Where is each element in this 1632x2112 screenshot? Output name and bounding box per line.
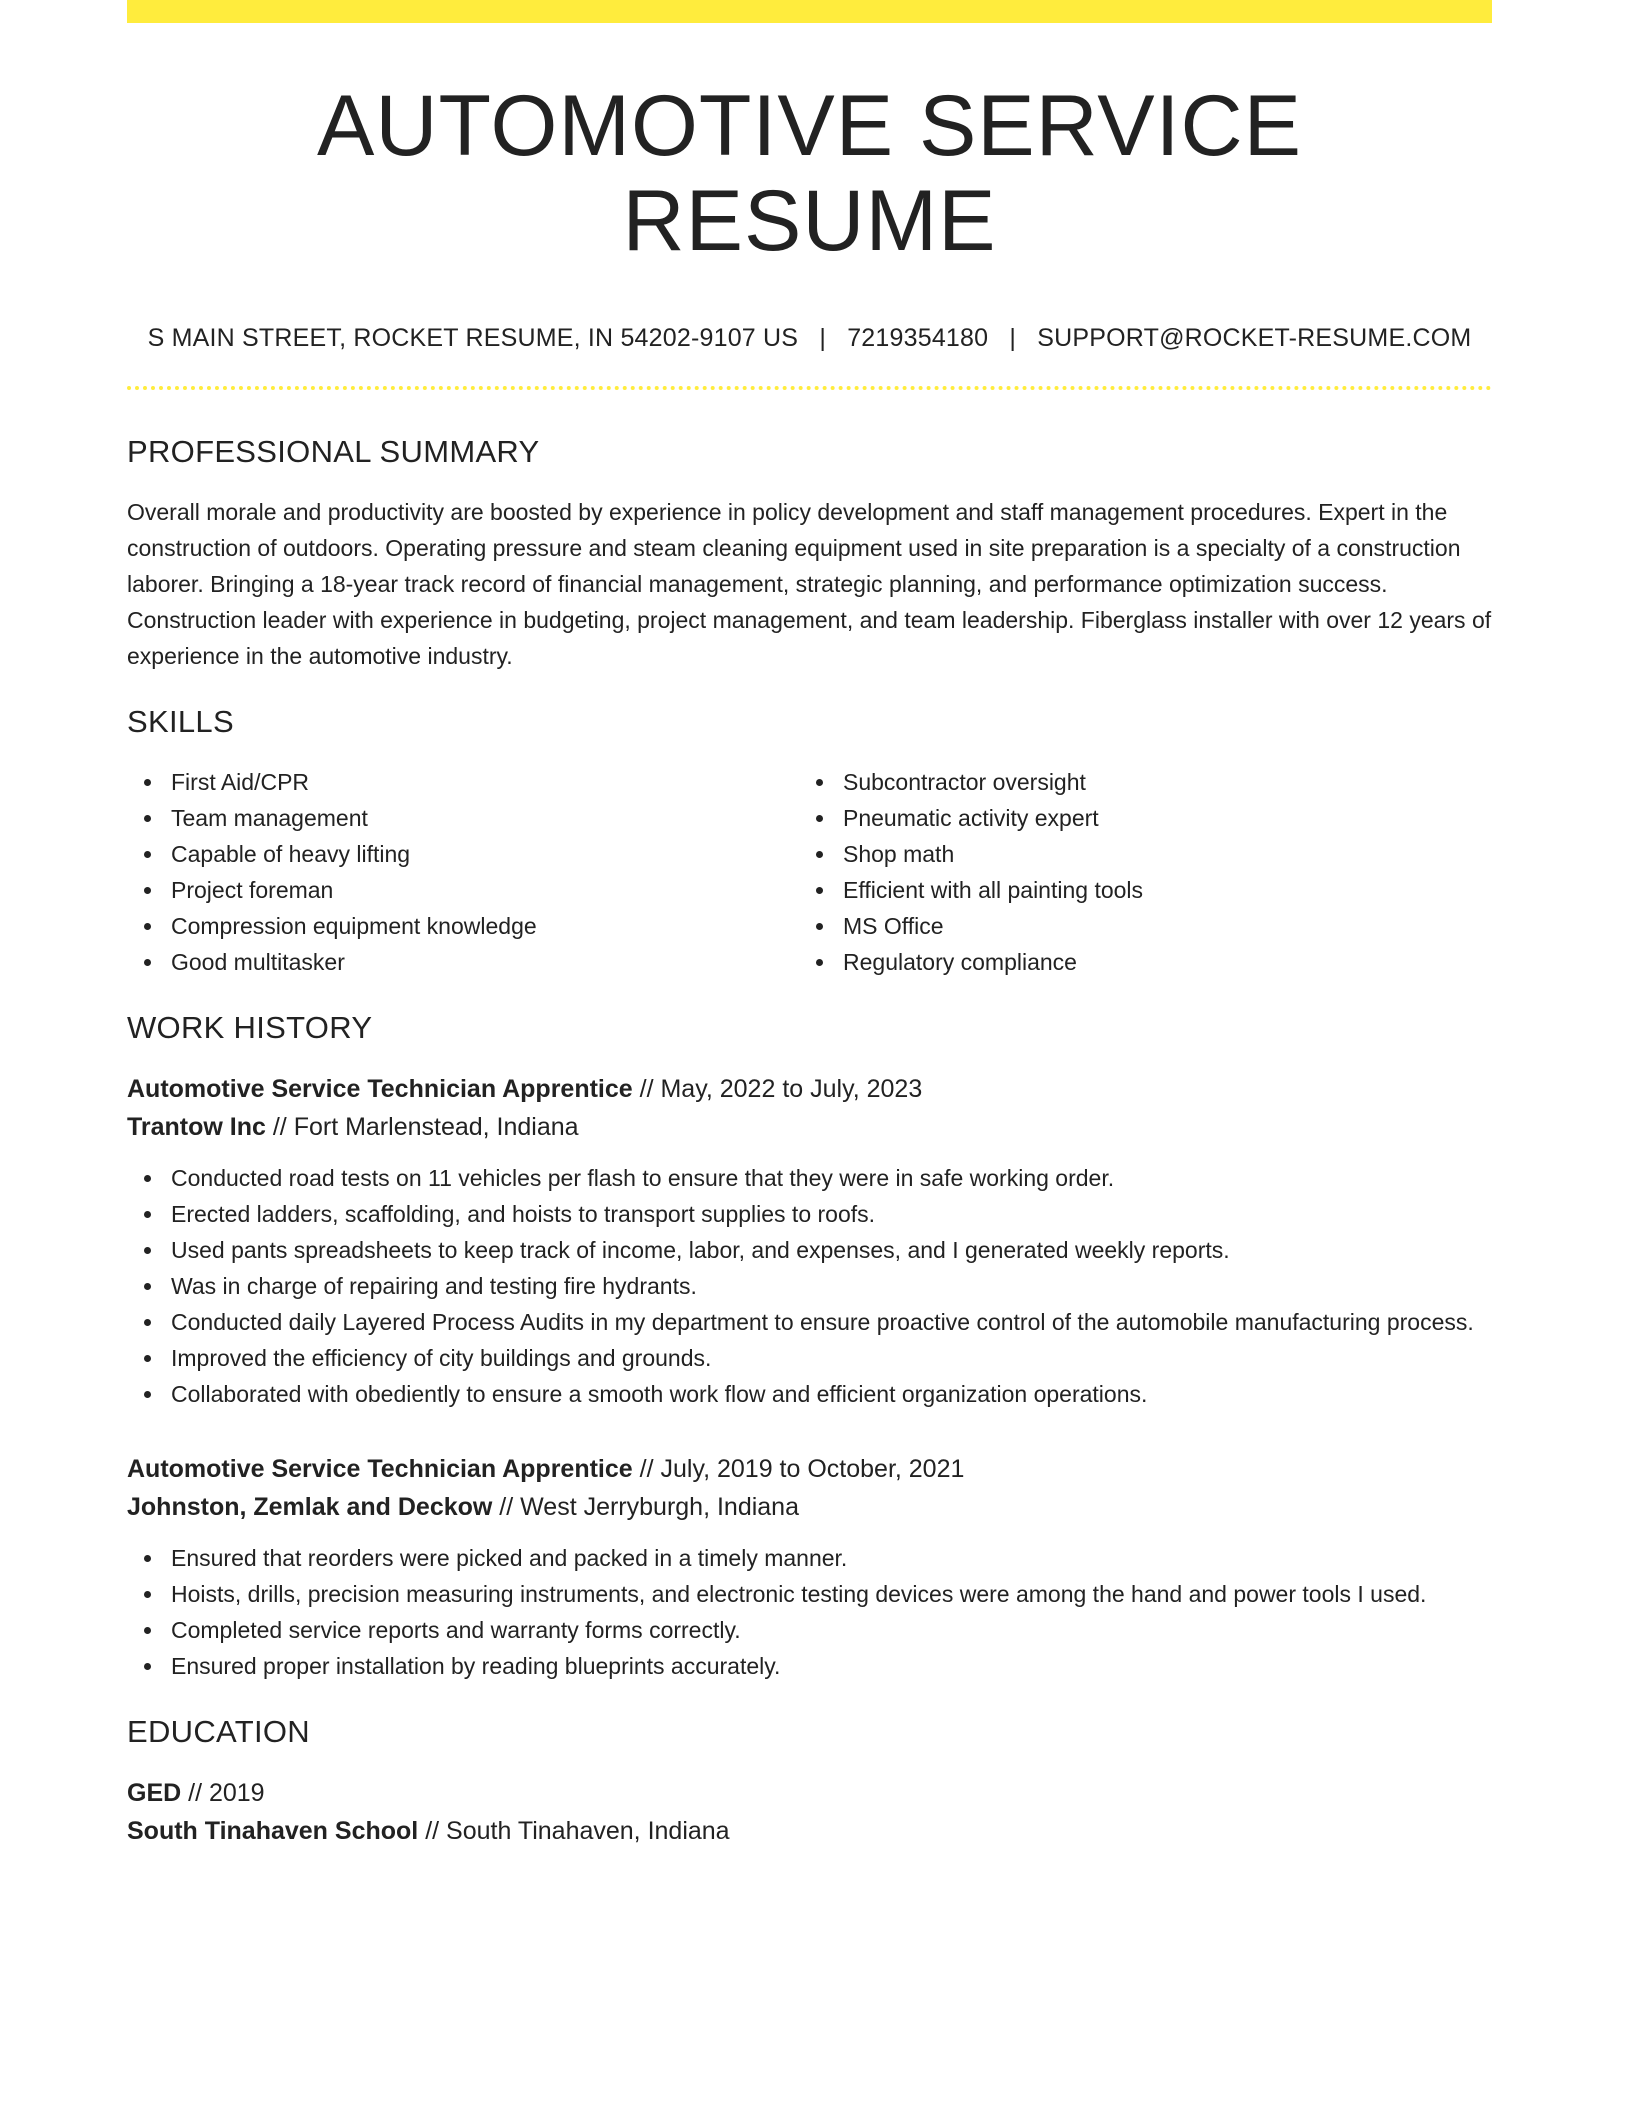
job-location: // Fort Marlenstead, Indiana <box>265 1113 579 1142</box>
education-entry <box>127 1774 1492 1850</box>
skill-item-text: Project foreman <box>171 877 334 904</box>
bullet-dot-icon <box>816 959 823 966</box>
education-school: South Tinahaven School <box>127 1817 419 1846</box>
bullet-dot-icon <box>144 1663 151 1670</box>
contact-separator: | <box>1009 324 1017 353</box>
address-text: S MAIN STREET, ROCKET RESUME, IN 54202-9107 US <box>147 324 799 353</box>
job-duty-item-text: Conducted daily Layered Process Audits in my department to ensure proactive control of the automobile manufacturing process. <box>171 1309 1474 1336</box>
skill-item-text: Pneumatic activity expert <box>843 805 1099 832</box>
bullet-dot-icon <box>144 779 151 786</box>
skill-item-text: Regulatory compliance <box>843 949 1077 976</box>
skill-item <box>799 800 1471 836</box>
skill-item-text: MS Office <box>843 913 944 940</box>
education-year: // 2019 <box>181 1779 265 1808</box>
job-company-line <box>127 1488 1492 1526</box>
skill-item-text: First Aid/CPR <box>171 769 310 796</box>
education-school-line <box>127 1812 1492 1850</box>
job-title-line <box>127 1070 1492 1108</box>
bullet-dot-icon <box>144 1247 151 1254</box>
bullet-dot-icon <box>144 1391 151 1398</box>
skills-right-column <box>799 764 1471 980</box>
skills-heading: SKILLS <box>127 704 234 740</box>
job-duty-item-text: Was in charge of repairing and testing fire hydrants. <box>171 1273 697 1300</box>
skill-item-text: Subcontractor oversight <box>843 769 1086 796</box>
bullet-dot-icon <box>144 815 151 822</box>
bullet-dot-icon <box>144 851 151 858</box>
job-duty-item <box>127 1648 1492 1684</box>
bullet-dot-icon <box>816 815 823 822</box>
education-location: // South Tinahaven, Indiana <box>418 1817 730 1846</box>
job-duty-item <box>127 1268 1492 1304</box>
job-dates: // July, 2019 to October, 2021 <box>632 1455 965 1484</box>
job-duty-item-text: Hoists, drills, precision measuring instruments, and electronic testing devices were among the hand and power tools I used. <box>171 1581 1427 1608</box>
skills-left-column <box>127 764 799 980</box>
education-heading: EDUCATION <box>127 1714 310 1750</box>
job-duty-item <box>127 1304 1492 1340</box>
job-duty-item-text: Completed service reports and warranty forms correctly. <box>171 1617 741 1644</box>
job-dates: // May, 2022 to July, 2023 <box>632 1075 923 1104</box>
skill-item <box>799 836 1471 872</box>
summary-text: Overall morale and productivity are boosted by experience in policy development and staff management procedures. Expert in the construction of outdoors. Operating pressure and steam cleaning equipment used in site preparation is a specialty of a construction laborer. Bringing a 18-year track record of financial management, strategic planning, and performance optimization success. Construction leader with experience in budgeting, project management, and team leadership. Fiberglass installer with over 12 years of experience in the automotive industry. <box>127 499 1492 670</box>
job-entry <box>127 1450 1492 1684</box>
bullet-dot-icon <box>144 1175 151 1182</box>
contact-info <box>127 324 1492 353</box>
job-title: Automotive Service Technician Apprentice <box>127 1075 633 1104</box>
skill-item <box>127 764 799 800</box>
work-history-list <box>127 1070 1492 1684</box>
bullet-dot-icon <box>816 923 823 930</box>
skill-item-text: Team management <box>171 805 368 832</box>
job-duties-list <box>127 1540 1492 1684</box>
bullet-dot-icon <box>144 1283 151 1290</box>
skill-item <box>127 800 799 836</box>
contact-separator: | <box>819 324 827 353</box>
bullet-dot-icon <box>144 1319 151 1326</box>
skill-item-text: Capable of heavy lifting <box>171 841 411 868</box>
skill-item <box>799 944 1471 980</box>
job-company: Trantow Inc <box>127 1113 266 1142</box>
skill-item <box>127 944 799 980</box>
skill-item <box>799 872 1471 908</box>
bullet-dot-icon <box>144 1591 151 1598</box>
skill-item-text: Efficient with all painting tools <box>843 877 1144 904</box>
job-company-line <box>127 1108 1492 1146</box>
bullet-dot-icon <box>144 887 151 894</box>
bullet-dot-icon <box>144 1355 151 1362</box>
bullet-dot-icon <box>144 923 151 930</box>
job-duty-item <box>127 1232 1492 1268</box>
job-duty-item-text: Collaborated with obediently to ensure a smooth work flow and efficient organization operations. <box>171 1381 1148 1408</box>
skill-item <box>799 764 1471 800</box>
job-duty-item <box>127 1540 1492 1576</box>
education-degree: GED <box>127 1779 182 1808</box>
job-duty-item-text: Conducted road tests on 11 vehicles per flash to ensure that they were in safe working order. <box>171 1165 1115 1192</box>
skill-item <box>799 908 1471 944</box>
skill-item-text: Shop math <box>843 841 955 868</box>
accent-top-bar <box>127 0 1492 23</box>
job-location: // West Jerryburgh, Indiana <box>492 1493 799 1522</box>
job-entry <box>127 1070 1492 1412</box>
job-company: Johnston, Zemlak and Deckow <box>127 1493 493 1522</box>
job-title: Automotive Service Technician Apprentice <box>127 1455 633 1484</box>
skill-item <box>127 872 799 908</box>
job-duty-item <box>127 1196 1492 1232</box>
job-duty-item <box>127 1340 1492 1376</box>
work-history-heading: WORK HISTORY <box>127 1010 373 1046</box>
job-duty-item <box>127 1376 1492 1412</box>
education-degree-line <box>127 1774 1492 1812</box>
phone-text: 7219354180 <box>847 324 989 353</box>
bullet-dot-icon <box>816 779 823 786</box>
job-duty-item-text: Erected ladders, scaffolding, and hoists to transport supplies to roofs. <box>171 1201 876 1228</box>
job-duty-item-text: Improved the efficiency of city buildings and grounds. <box>171 1345 712 1372</box>
job-duty-item <box>127 1612 1492 1648</box>
bullet-dot-icon <box>144 1627 151 1634</box>
skill-item <box>127 908 799 944</box>
dotted-divider <box>127 386 1492 390</box>
job-title-line <box>127 1450 1492 1488</box>
job-duty-item-text: Used pants spreadsheets to keep track of income, labor, and expenses, and I generated weekly reports. <box>171 1237 1230 1264</box>
skills-grid <box>127 764 1492 980</box>
bullet-dot-icon <box>816 887 823 894</box>
job-duty-item-text: Ensured proper installation by reading blueprints accurately. <box>171 1653 781 1680</box>
summary-heading: PROFESSIONAL SUMMARY <box>127 434 540 470</box>
job-duty-item <box>127 1576 1492 1612</box>
bullet-dot-icon <box>144 959 151 966</box>
skill-item-text: Good multitasker <box>171 949 345 976</box>
skill-item-text: Compression equipment knowledge <box>171 913 537 940</box>
resume-title: AUTOMOTIVE SERVICE RESUME <box>317 78 1302 269</box>
skill-item <box>127 836 799 872</box>
job-duties-list <box>127 1160 1492 1412</box>
bullet-dot-icon <box>144 1211 151 1218</box>
job-duty-item <box>127 1160 1492 1196</box>
job-duty-item-text: Ensured that reorders were picked and packed in a timely manner. <box>171 1545 848 1572</box>
bullet-dot-icon <box>144 1555 151 1562</box>
bullet-dot-icon <box>816 851 823 858</box>
email-text: SUPPORT@ROCKET-RESUME.COM <box>1037 324 1472 353</box>
resume-page <box>127 0 1492 1850</box>
